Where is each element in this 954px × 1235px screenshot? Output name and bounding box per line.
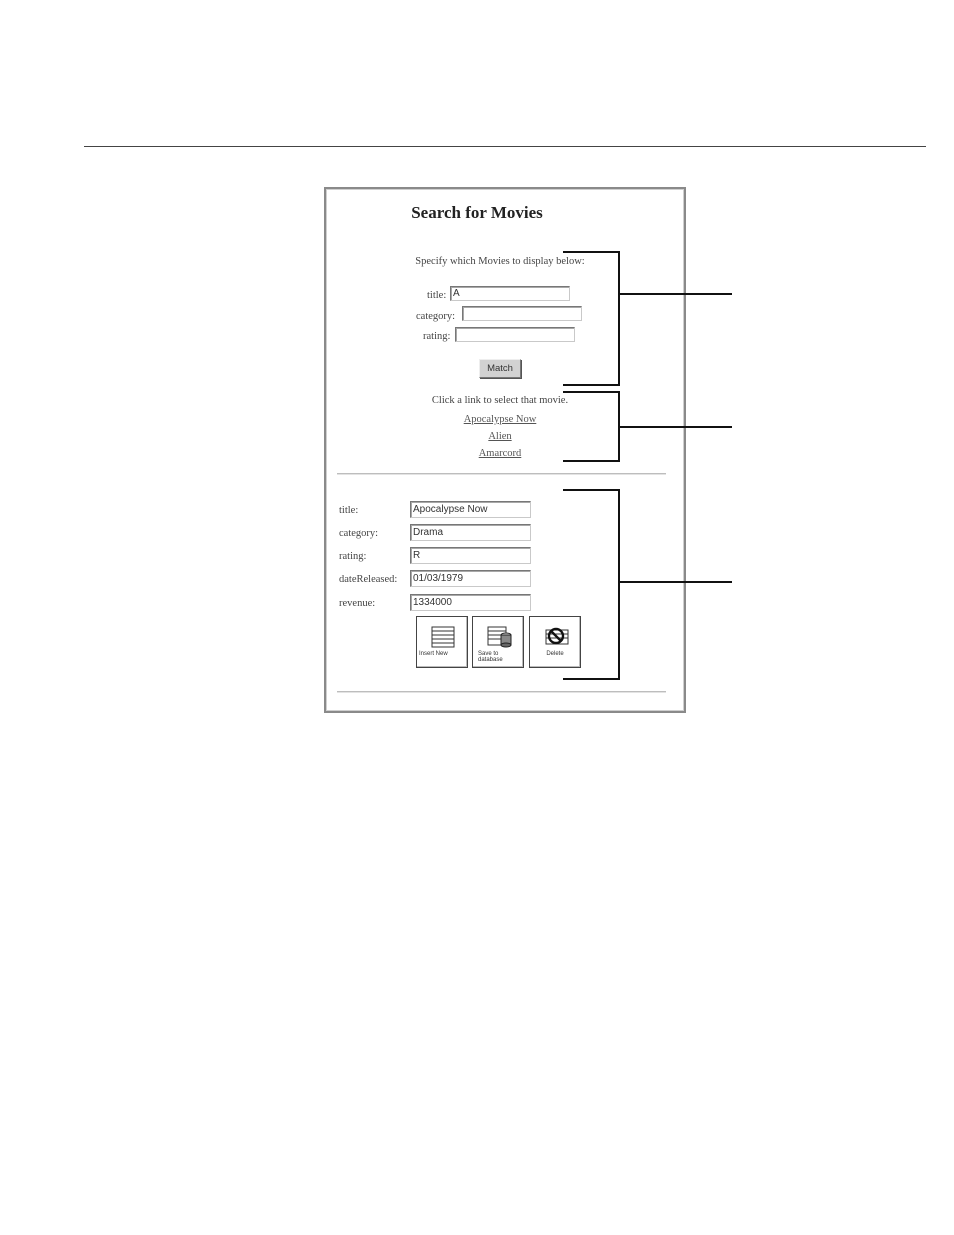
save-to-database-button[interactable] <box>472 616 524 668</box>
detail-category-input[interactable] <box>410 524 531 541</box>
detail-revenue-label: revenue: <box>339 598 376 609</box>
database-icon <box>487 626 513 648</box>
detail-revenue-input[interactable] <box>410 594 531 611</box>
search-instructions: Specify which Movies to display below: <box>415 256 585 267</box>
detail-date-label: dateReleased: <box>339 574 398 585</box>
delete-label: Delete <box>546 651 564 657</box>
search-title-input[interactable] <box>450 286 570 301</box>
detail-rating-label: rating: <box>339 551 367 562</box>
insert-new-label: Insert New <box>419 651 448 657</box>
movie-link-apocalypse-now[interactable]: Apocalypse Now <box>463 414 537 425</box>
search-category-label: category: <box>416 311 456 322</box>
page-title: Search for Movies <box>411 203 543 222</box>
match-button[interactable]: Match <box>479 359 521 378</box>
bottom-divider <box>337 691 666 693</box>
detail-rating-input[interactable] <box>410 547 531 564</box>
movie-link-amarcord[interactable]: Amarcord <box>478 448 522 459</box>
insert-new-button[interactable] <box>416 616 468 668</box>
search-rating-input[interactable] <box>455 327 575 342</box>
detail-title-input[interactable] <box>410 501 531 518</box>
search-rating-label: rating: <box>423 331 451 342</box>
search-title-label: title: <box>427 290 447 301</box>
callout-brackets <box>560 248 740 688</box>
save-to-database-label: Save to database <box>478 651 503 663</box>
movie-link-alien[interactable]: Alien <box>488 431 512 442</box>
detail-date-input[interactable] <box>410 570 531 587</box>
detail-title-label: title: <box>339 505 359 516</box>
detail-category-label: category: <box>339 528 379 539</box>
form-lines-icon <box>431 626 455 648</box>
results-prompt: Click a link to select that movie. <box>431 395 569 406</box>
page-rule <box>84 146 926 147</box>
